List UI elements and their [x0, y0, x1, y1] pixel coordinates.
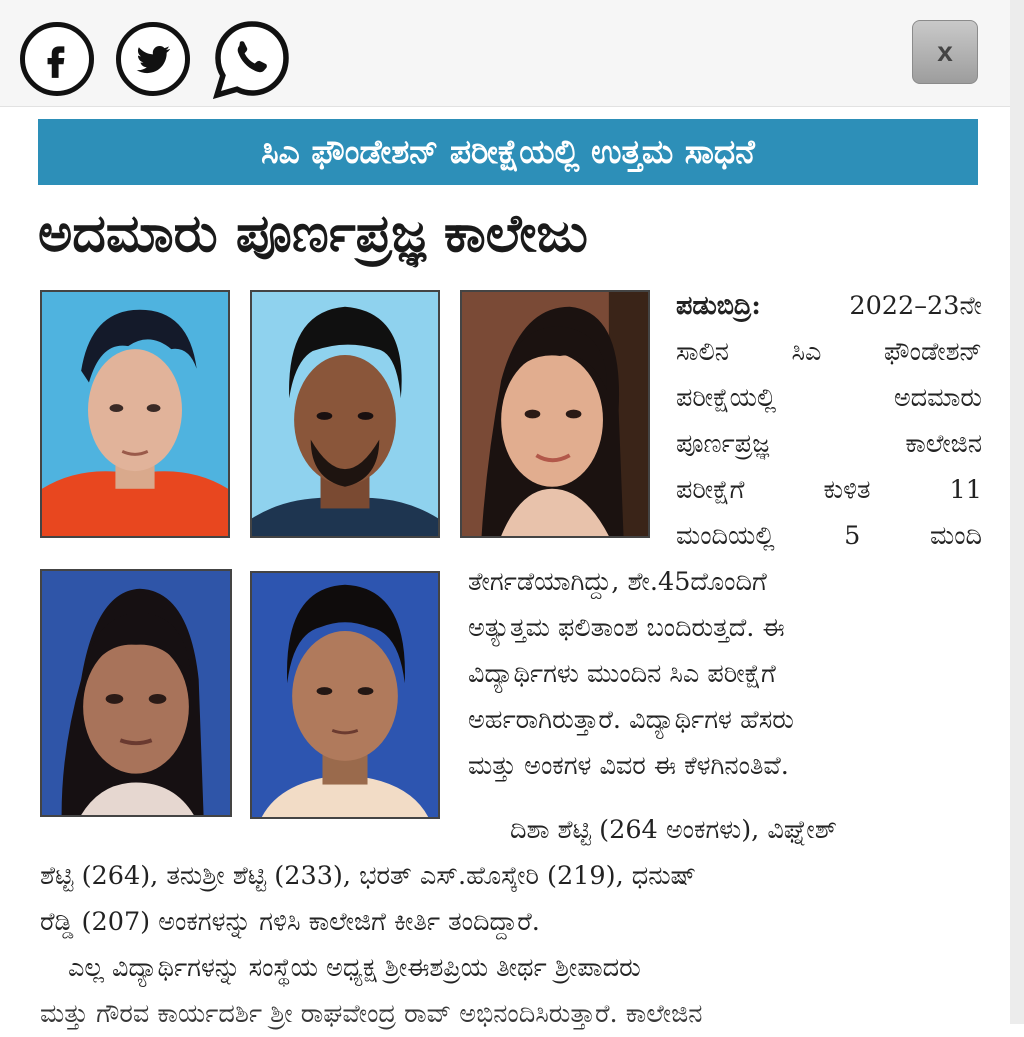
- article-kicker: ಸಿಎ ಫೌಂಡೇಶನ್ ಪರೀಕ್ಷೆಯಲ್ಲಿ ಉತ್ತಮ ಸಾಧನೆ: [38, 119, 978, 185]
- twitter-icon: [132, 38, 174, 80]
- body-line: ಪರೀಕ್ಷೆಗೆ ಕುಳಿತ 11: [676, 475, 982, 505]
- close-button[interactable]: x: [912, 20, 978, 84]
- student-photo-3: [460, 290, 650, 538]
- body-line: ಅರ್ಹರಾಗಿರುತ್ತಾರೆ. ವಿದ್ಯಾರ್ಥಿಗಳ ಹೆಸರು: [468, 705, 794, 735]
- twitter-share-button[interactable]: [116, 22, 190, 96]
- body-line: ಮತ್ತು ಅಂಕಗಳ ವಿವರ ಈ ಕೆಳಗಿನಂತಿವೆ.: [468, 751, 789, 781]
- body-line: ಅತ್ಯುತ್ತಮ ಫಲಿತಾಂಶ ಬಂದಿರುತ್ತದೆ. ಈ: [468, 613, 785, 643]
- facebook-icon: [36, 38, 78, 80]
- body-line: ತೇರ್ಗಡೆಯಾಗಿದ್ದು, ಶೇ.45ದೊಂದಿಗೆ: [468, 567, 767, 597]
- body-line: ಶೆಟ್ಟಿ (264), ತನುಶ್ರೀ ಶೆಟ್ಟಿ (233), ಭರತ್ ಎಸ್.ಹೊಸ್ಕೇರಿ (219), ಧನುಷ್: [40, 861, 697, 891]
- whatsapp-icon: [212, 19, 292, 99]
- scrollbar-track[interactable]: [1010, 0, 1024, 1024]
- body-line: ಎಲ್ಲ ವಿದ್ಯಾರ್ಥಿಗಳನ್ನು ಸಂಸ್ಥೆಯ ಅಧ್ಯಕ್ಷ ಶ್ರೀಈಶಪ್ರಿಯ ತೀರ್ಥ ಶ್ರೀಪಾದರು: [68, 953, 641, 983]
- body-line: ಪರೀಕ್ಷೆಯಲ್ಲಿ ಅದಮಾರು: [676, 383, 982, 413]
- body-line: ಮತ್ತು ಗೌರವ ಕಾರ್ಯದರ್ಶಿ ಶ್ರೀ ರಾಘವೇಂದ್ರ ರಾವ್ ಅಭಿನಂದಿಸಿರುತ್ತಾರೆ. ಕಾಲೇಜಿನ: [40, 999, 703, 1029]
- share-toolbar: [0, 0, 1024, 107]
- whatsapp-share-button[interactable]: [212, 19, 292, 99]
- body-line: ವಿದ್ಯಾರ್ಥಿಗಳು ಮುಂದಿನ ಸಿಎ ಪರೀಕ್ಷೆಗೆ: [468, 659, 776, 689]
- article-body-full: [40, 807, 980, 1037]
- article-body-column: [676, 283, 982, 559]
- body-line: ಪಡುಬಿದ್ರಿ: 2022–23ನೇ: [676, 291, 982, 321]
- news-article: [0, 107, 1010, 1029]
- article-headline: ಅದಮಾರು ಪೂರ್ಣಪ್ರಜ್ಞ ಕಾಲೇಜು: [38, 204, 588, 264]
- student-photo-1: [40, 290, 230, 538]
- facebook-share-button[interactable]: [20, 22, 94, 96]
- article-dateline: ಪಡುಬಿದ್ರಿ:: [676, 291, 761, 321]
- student-photo-2: [250, 290, 440, 538]
- body-line: ದಿಶಾ ಶೆಟ್ಟಿ (264 ಅಂಕಗಳು), ವಿಘ್ನೇಶ್: [510, 815, 837, 845]
- body-line: ರೆಡ್ಡಿ (207) ಅಂಕಗಳನ್ನು ಗಳಿಸಿ ಕಾಲೇಜಿಗೆ ಕೀರ್ತಿ ತಂದಿದ್ದಾರೆ.: [40, 907, 540, 937]
- body-line: ಪೂರ್ಣಪ್ರಜ್ಞ ಕಾಲೇಜಿನ: [676, 429, 982, 459]
- article-body-wide: [40, 559, 980, 789]
- body-line: ಮಂದಿಯಲ್ಲಿ 5 ಮಂದಿ: [676, 521, 982, 551]
- body-line: ಸಾಲಿನ ಸಿಎ ಫೌಂಡೇಶನ್: [676, 337, 982, 367]
